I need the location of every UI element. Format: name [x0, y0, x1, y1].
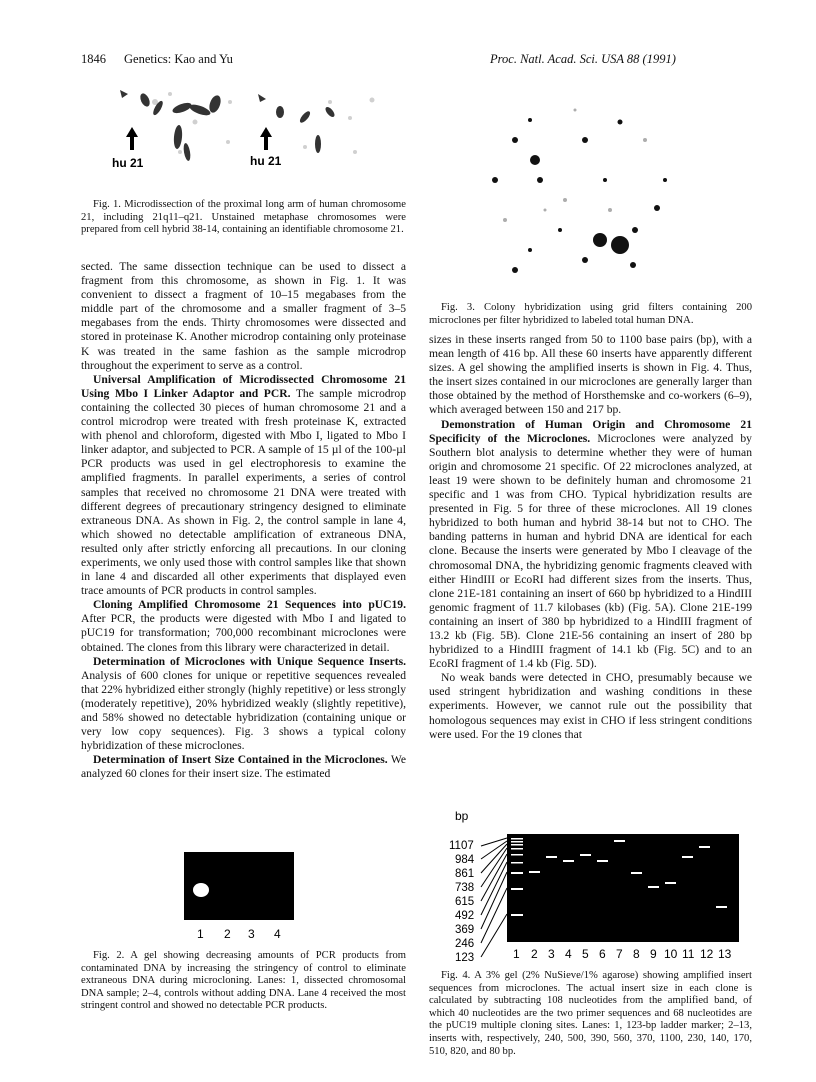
arrow-icon: [126, 127, 138, 150]
paragraph: Determination of Insert Size Contained in the Microclones. We analyzed 60 clones for their insert size. The estimated: [81, 753, 406, 781]
paragraph: No weak bands were detected in CHO, presumably because we used stringent hybridization and washing conditions in these experiments. However, we cannot rule out the possibility that homologous sequences may exist in CHO if less stringent conditions were used. For the 19 clones that: [429, 671, 752, 741]
gel-image: [449, 808, 749, 963]
colony-filter-image: [485, 80, 685, 280]
figure-4-gel: [449, 808, 749, 963]
paragraph: Determination of Microclones with Unique Sequence Inserts. Analysis of 600 clones for unique or repetitive sequences revealed that 22% hybridized either strongly (highly repetitive) or less strongly (moderately repetitive), 20% hybridized weakly (slightly repetitive), and 58% showed no detectable hybridization (containing unique or very low copy sequences). Fig. 3 shows a typical colony hybridization of these microclones.: [81, 654, 406, 753]
ladder-label: 246: [455, 938, 475, 950]
ladder-label: 123: [455, 952, 475, 963]
ladder-label: 1107: [449, 840, 474, 852]
section-heading: Determination of Microclones with Unique Sequence Inserts.: [93, 654, 406, 668]
chromosome-spreads-image: [100, 82, 390, 187]
section-heading: Determination of Insert Size Contained in the Microclones.: [93, 753, 388, 767]
lane-label: 6: [599, 947, 606, 961]
ladder-label: 738: [455, 882, 475, 894]
figure-3-colony-hybridization: [485, 80, 685, 280]
lane-label: 3: [248, 927, 255, 941]
figure-1-caption: Fig. 1. Microdissection of the proximal long arm of human chromosome 21, including 21q11–q21. Unstained metaphase chromosomes were prepared from cell hybrid 38-14, containing an identifiable chromosome 21.: [81, 199, 406, 236]
running-head-authors: Genetics: Kao and Yu: [124, 52, 233, 66]
lane-label: 13: [718, 947, 732, 961]
lane-label: 2: [531, 947, 538, 961]
section-heading: Cloning Amplified Chromosome 21 Sequences into pUC19.: [93, 598, 406, 612]
ladder-label: 984: [455, 854, 475, 866]
running-head-journal: Proc. Natl. Acad. Sci. USA 88 (1991): [490, 52, 676, 66]
lane-label: 9: [650, 947, 657, 961]
right-column-body: [429, 333, 752, 742]
figure-2-gel: [184, 852, 294, 942]
left-column-body: [81, 260, 406, 781]
lane-label: 2: [224, 927, 231, 941]
lane-label: 11: [682, 947, 695, 961]
gel-background: [507, 834, 739, 942]
lane-label: 10: [664, 947, 678, 961]
gel-band: [193, 883, 209, 897]
lane-label: 7: [616, 947, 623, 961]
ladder-label: 369: [455, 924, 475, 936]
ladder-label: 615: [455, 896, 475, 908]
paragraph: sizes in these inserts ranged from 50 to 1100 base pairs (bp), with a mean length of 416 bp. All these 60 inserts have apparently different sizes. A gel showing the amplified inserts is shown in Fig. 4. Thus, the insert sizes contained in our microclones are generally larger than those obtained by the method of Horsthemske and co-workers (6–9), which averaged between 150 and 217 bp.: [429, 333, 752, 417]
ladder-label: 861: [455, 868, 475, 880]
lane-label: 5: [582, 947, 589, 961]
figure-4-caption: Fig. 4. A 3% gel (2% NuSieve/1% agarose) showing amplified insert sequences from microclones. The actual insert size in each clone is calculated by subtracting 108 nucleotides from the amplified band, of which 40 nucleotides are the two primer sequences and 68 nucleotides are the pUC19 multiple cloning sites. Lanes: 1, 123-bp ladder marker; 2–13, inserts with, respectively, 240, 500, 390, 560, 370, 1100, 230, 140, 170, 510, 820, and 80 bp.: [429, 970, 752, 1057]
figure-1-micrograph: [100, 82, 390, 187]
lane-label: 1: [197, 927, 204, 941]
fig1-label-right: hu 21: [250, 154, 282, 168]
paragraph: sected. The same dissection technique can be used to dissect a fragment from this chromosome, as shown in Fig. 1. It was convenient to dissect a fragment of 10–15 megabases from the middle part of the chromosome and a smaller fragment of 3–5 megabases from the ends. Thirty chromosomes were dissected and stored in proteinase K. Another microdrop containing only proteinase K was treated in the same fashion as the sample microdrop throughout the experiment to serve as a control.: [81, 260, 406, 372]
lane-label: 8: [633, 947, 640, 961]
section-heading: Demonstration of Human Origin and Chromosome 21 Specificity of the Microclones.: [429, 417, 752, 445]
paragraph: Cloning Amplified Chromosome 21 Sequences into pUC19. After PCR, the products were digested with Mbo I and ligated to pUC19 for transformation; 700,000 recombinant microclones were obtained. The clones from this library were characterized in detail.: [81, 598, 406, 654]
arrow-icon: [260, 127, 272, 150]
lane-label: 4: [274, 927, 281, 941]
lane-label: 12: [700, 947, 714, 961]
ladder-label: 492: [455, 910, 475, 922]
page-number: 1846: [81, 52, 106, 66]
gel-image: [184, 852, 294, 942]
lane-label: 3: [548, 947, 555, 961]
lane-label: 1: [513, 947, 520, 961]
paragraph: Demonstration of Human Origin and Chromosome 21 Specificity of the Microclones. Microclones were analyzed by Southern blot analysis to determine whether they were of human origin and chromosome 21 specific. Of 22 microclones analyzed, at least 19 were shown to be definitely human and chromosome 21 specific and 1 was from CHO. Typical hybridization results are presented in Fig. 5 for three of these microclones. All 19 clones hybridized to both human and hybrid 38-14 but not to CHO. The banding patterns in human and hybrid DNA are identical for each clone. Because the inserts were generated by Mbo I cleavage of the chromosomal DNA, the hybridizing genomic fragments cleaved with either HindIII or EcoRI had different sizes from the inserts. Thus, clone 21E-181 containing an insert of 660 bp hybridized to a HindIII genomic fragment of 11.7 kilobases (kb) (Fig. 5A). Clone 21E-199 containing an insert of 380 bp hybridized to a HindIII fragment of 13.2 kb (Fig. 5B). Clone 21E-56 containing an insert of 280 bp hybridized to a HindIII fragment of 14.1 kb (Fig. 5C) and to an EcoRI fragment of 1.4 kb (Fig. 5D).: [429, 417, 752, 671]
section-heading: Universal Amplification of Microdissected Chromosome 21 Using Mbo I Linker Adaptor and PCR.: [81, 372, 406, 400]
unit-label: bp: [455, 809, 469, 823]
paragraph: Universal Amplification of Microdissected Chromosome 21 Using Mbo I Linker Adaptor and PCR. The sample microdrop containing the collected 30 pieces of human chromosome 21 and a control microdrop were treated with fresh proteinase K, extracted with phenol and chloroform, digested with Mbo I, ligated to Mbo I linker adaptor, and subjected to PCR. A sample of 15 µl of the 100-µl PCR products was used in gel electrophoresis to examine the amplified fragments. In parallel experiments, a series of control samples that received no chromosome 21 DNA were treated with different degrees of precautionary stringency designed to eliminate extraneous DNA. As shown in Fig. 2, the control sample in lane 4, which showed no detectable amplification of extraneous DNA, resulted only after strictly enforcing all precautions. In our cloning experiments, we only used those with control samples like that shown in lane 4 and discarded all other experiments that displayed even trace amounts of PCR products in control samples.: [81, 372, 406, 598]
figure-3-caption: Fig. 3. Colony hybridization using grid filters containing 200 microclones per filter hybridized to labeled total human DNA.: [429, 302, 752, 326]
lane-label: 4: [565, 947, 572, 961]
figure-2-caption: Fig. 2. A gel showing decreasing amounts of PCR products from contaminated DNA by increasing the stringency of control to eliminate extraneous DNA during microcloning. Lanes: 1, dissected chromosomal DNA sample; 2–4, controls without adding DNA. Lane 4 received the most stringent control and showed no detectable PCR products.: [81, 950, 406, 1012]
fig1-label-left: hu 21: [112, 156, 144, 170]
